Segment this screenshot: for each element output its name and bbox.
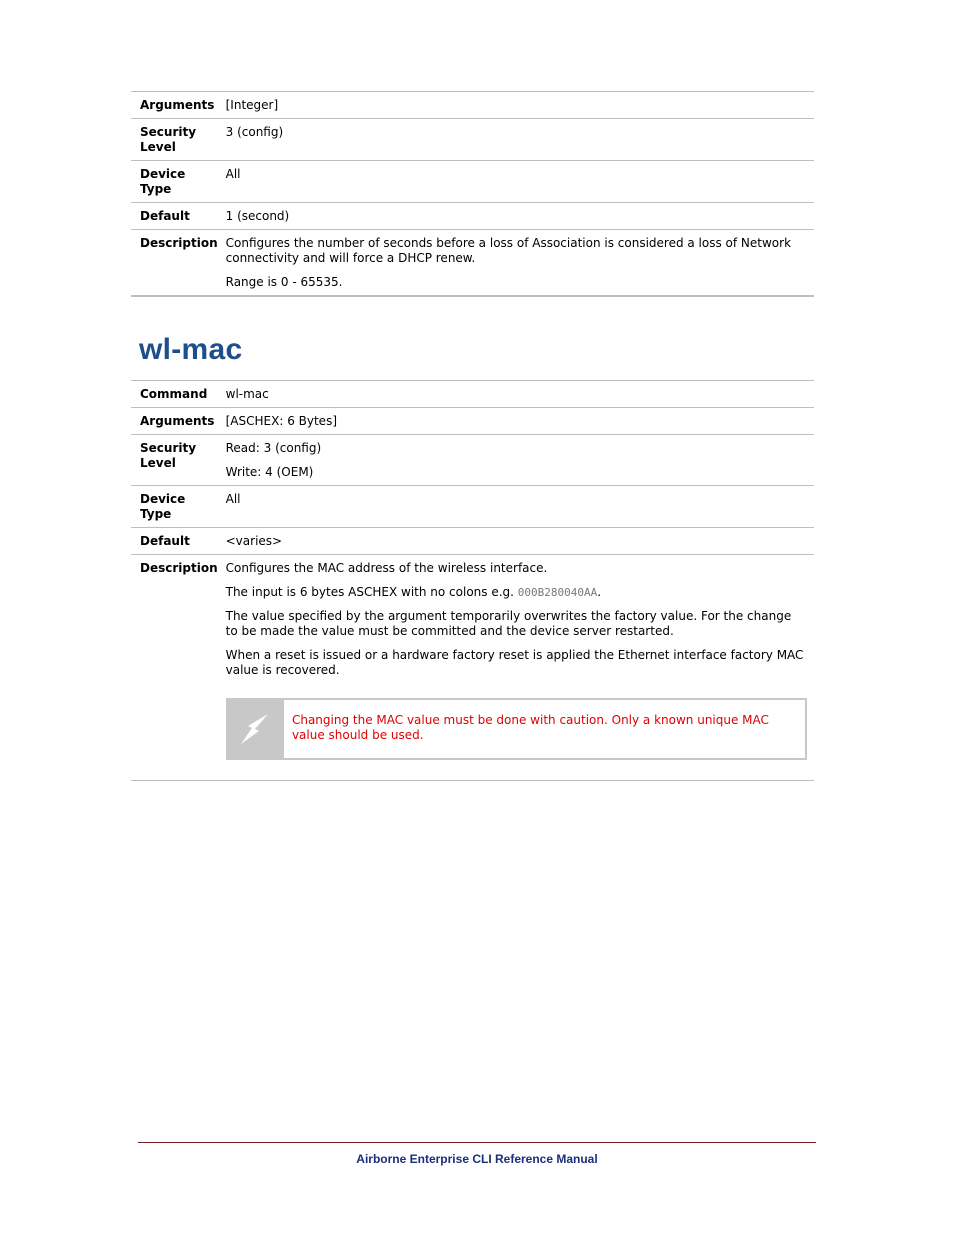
row-value: All	[225, 492, 241, 506]
description-paragraph	[226, 585, 806, 600]
table-row	[131, 435, 814, 486]
row-value: 3 (config)	[225, 125, 284, 139]
example-prefix: The input is 6 bytes ASCHEX with no colons e.g.	[225, 585, 518, 599]
row-key: Security Level	[140, 125, 197, 154]
description-paragraph: Range is 0 - 65535.	[225, 275, 343, 289]
table-row	[131, 161, 814, 203]
lightning-warning-icon	[226, 700, 284, 758]
section-heading: wl-mac	[139, 333, 243, 366]
row-key: Device Type	[140, 167, 186, 196]
row-value	[224, 230, 814, 297]
example-code: 000B280040AA	[517, 586, 598, 599]
table-row	[131, 230, 814, 297]
row-value: 1 (second)	[225, 209, 290, 223]
security-read: Read: 3 (config)	[225, 441, 322, 455]
wl-mac-parameter-table	[131, 380, 814, 781]
table-row	[131, 528, 814, 555]
table-row	[131, 92, 814, 119]
footer-title: Airborne Enterprise CLI Reference Manual	[356, 1152, 598, 1166]
table-row	[131, 381, 814, 408]
row-value: All	[225, 167, 241, 181]
row-key: Arguments	[140, 414, 215, 428]
table-row	[131, 486, 814, 528]
table-row	[131, 555, 814, 781]
example-suffix: .	[597, 585, 602, 599]
description-paragraph: The value specified by the argument temporarily overwrites the factory value. For the change to be made the value must be committed and the device server restarted.	[225, 609, 792, 638]
row-key: Arguments	[140, 98, 215, 112]
warning-text: Changing the MAC value must be done with caution. Only a known unique MAC value should be used.	[291, 713, 769, 742]
table-row	[131, 203, 814, 230]
row-value: <varies>	[225, 534, 283, 548]
description-paragraph: When a reset is issued or a hardware factory reset is applied the Ethernet interface factory MAC value is recovered.	[225, 648, 804, 677]
security-write: Write: 4 (OEM)	[225, 465, 314, 479]
row-value: wl-mac	[225, 387, 269, 401]
top-parameter-table	[131, 91, 814, 297]
row-value	[224, 555, 814, 781]
row-key: Device Type	[140, 492, 186, 521]
row-key: Description	[140, 236, 218, 250]
warning-note	[226, 698, 807, 760]
table-row	[131, 119, 814, 161]
row-value	[224, 435, 814, 486]
row-value: [ASCHEX: 6 Bytes]	[225, 414, 337, 428]
row-key: Description	[140, 561, 218, 575]
row-key: Default	[140, 534, 190, 548]
description-paragraph: Configures the number of seconds before a loss of Association is considered a loss of Network connectivity and will force a DHCP renew.	[225, 236, 792, 265]
row-key: Command	[140, 387, 208, 401]
row-key: Default	[140, 209, 190, 223]
row-key: Security Level	[140, 441, 197, 470]
description-paragraph: Configures the MAC address of the wireless interface.	[225, 561, 548, 575]
footer-divider	[138, 1142, 816, 1143]
table-row	[131, 408, 814, 435]
row-value: [Integer]	[225, 98, 279, 112]
